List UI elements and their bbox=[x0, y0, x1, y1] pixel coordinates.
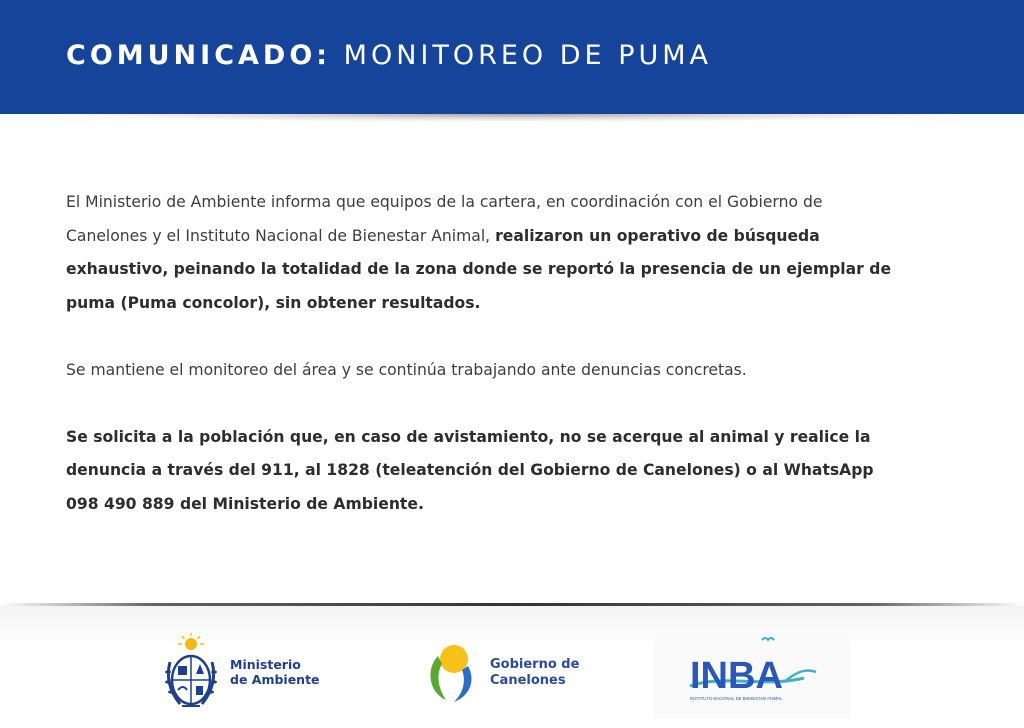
coat-of-arms-icon bbox=[160, 632, 222, 712]
inba-tagline: INSTITUTO NACIONAL DE BIENESTAR ANIMAL bbox=[690, 696, 783, 701]
statement-body bbox=[66, 186, 906, 555]
header-shadow bbox=[60, 114, 960, 122]
ministerio-line1: Ministerio bbox=[230, 657, 301, 672]
canelones-logo-text bbox=[490, 657, 579, 689]
paragraph-operation-plain: El Ministerio de Ambiente informa que equipos de la cartera, en coordinación con el Gobierno de Canelones y el Instituto Nacional de Bienestar Animal, bbox=[66, 193, 823, 245]
ministerio-line2: de Ambiente bbox=[230, 672, 320, 687]
inba-logo-icon bbox=[654, 630, 850, 718]
inba-logo bbox=[654, 630, 850, 718]
inba-logo-text: INBA bbox=[690, 655, 783, 697]
page-title bbox=[66, 40, 712, 71]
title-rest-part: MONITOREO DE PUMA bbox=[331, 40, 713, 71]
title-bold-part: COMUNICADO: bbox=[66, 40, 332, 71]
ministerio-ambiente-logo bbox=[160, 632, 320, 712]
canelones-line2: Canelones bbox=[490, 673, 566, 688]
gobierno-canelones-logo bbox=[424, 642, 579, 704]
ministerio-logo-text bbox=[230, 657, 320, 687]
canelones-emblem-icon bbox=[424, 642, 480, 704]
header-banner bbox=[0, 0, 1024, 114]
paragraph-request-bold: Se solicita a la población que, en caso de avistamiento, no se acerque al animal y realice la denuncia a través del 911, al 1828 (teleatención del Gobierno de Canelones) o al WhatsApp 098 490 889 del Ministerio de Ambiente. bbox=[66, 427, 874, 513]
canelones-line1: Gobierno de bbox=[490, 657, 580, 672]
paragraph-monitoring: Se mantiene el monitoreo del área y se continúa trabajando ante denuncias concretas. bbox=[66, 360, 747, 379]
paragraph-operation-bold: realizaron un operativo de búsqueda exhaustivo, peinando la totalidad de la zona donde se reportó la presencia de un ejemplar de puma (Puma concolor), sin obtener resultados. bbox=[66, 226, 892, 312]
paragraph-operation bbox=[66, 186, 906, 320]
paragraph-request bbox=[66, 421, 906, 522]
